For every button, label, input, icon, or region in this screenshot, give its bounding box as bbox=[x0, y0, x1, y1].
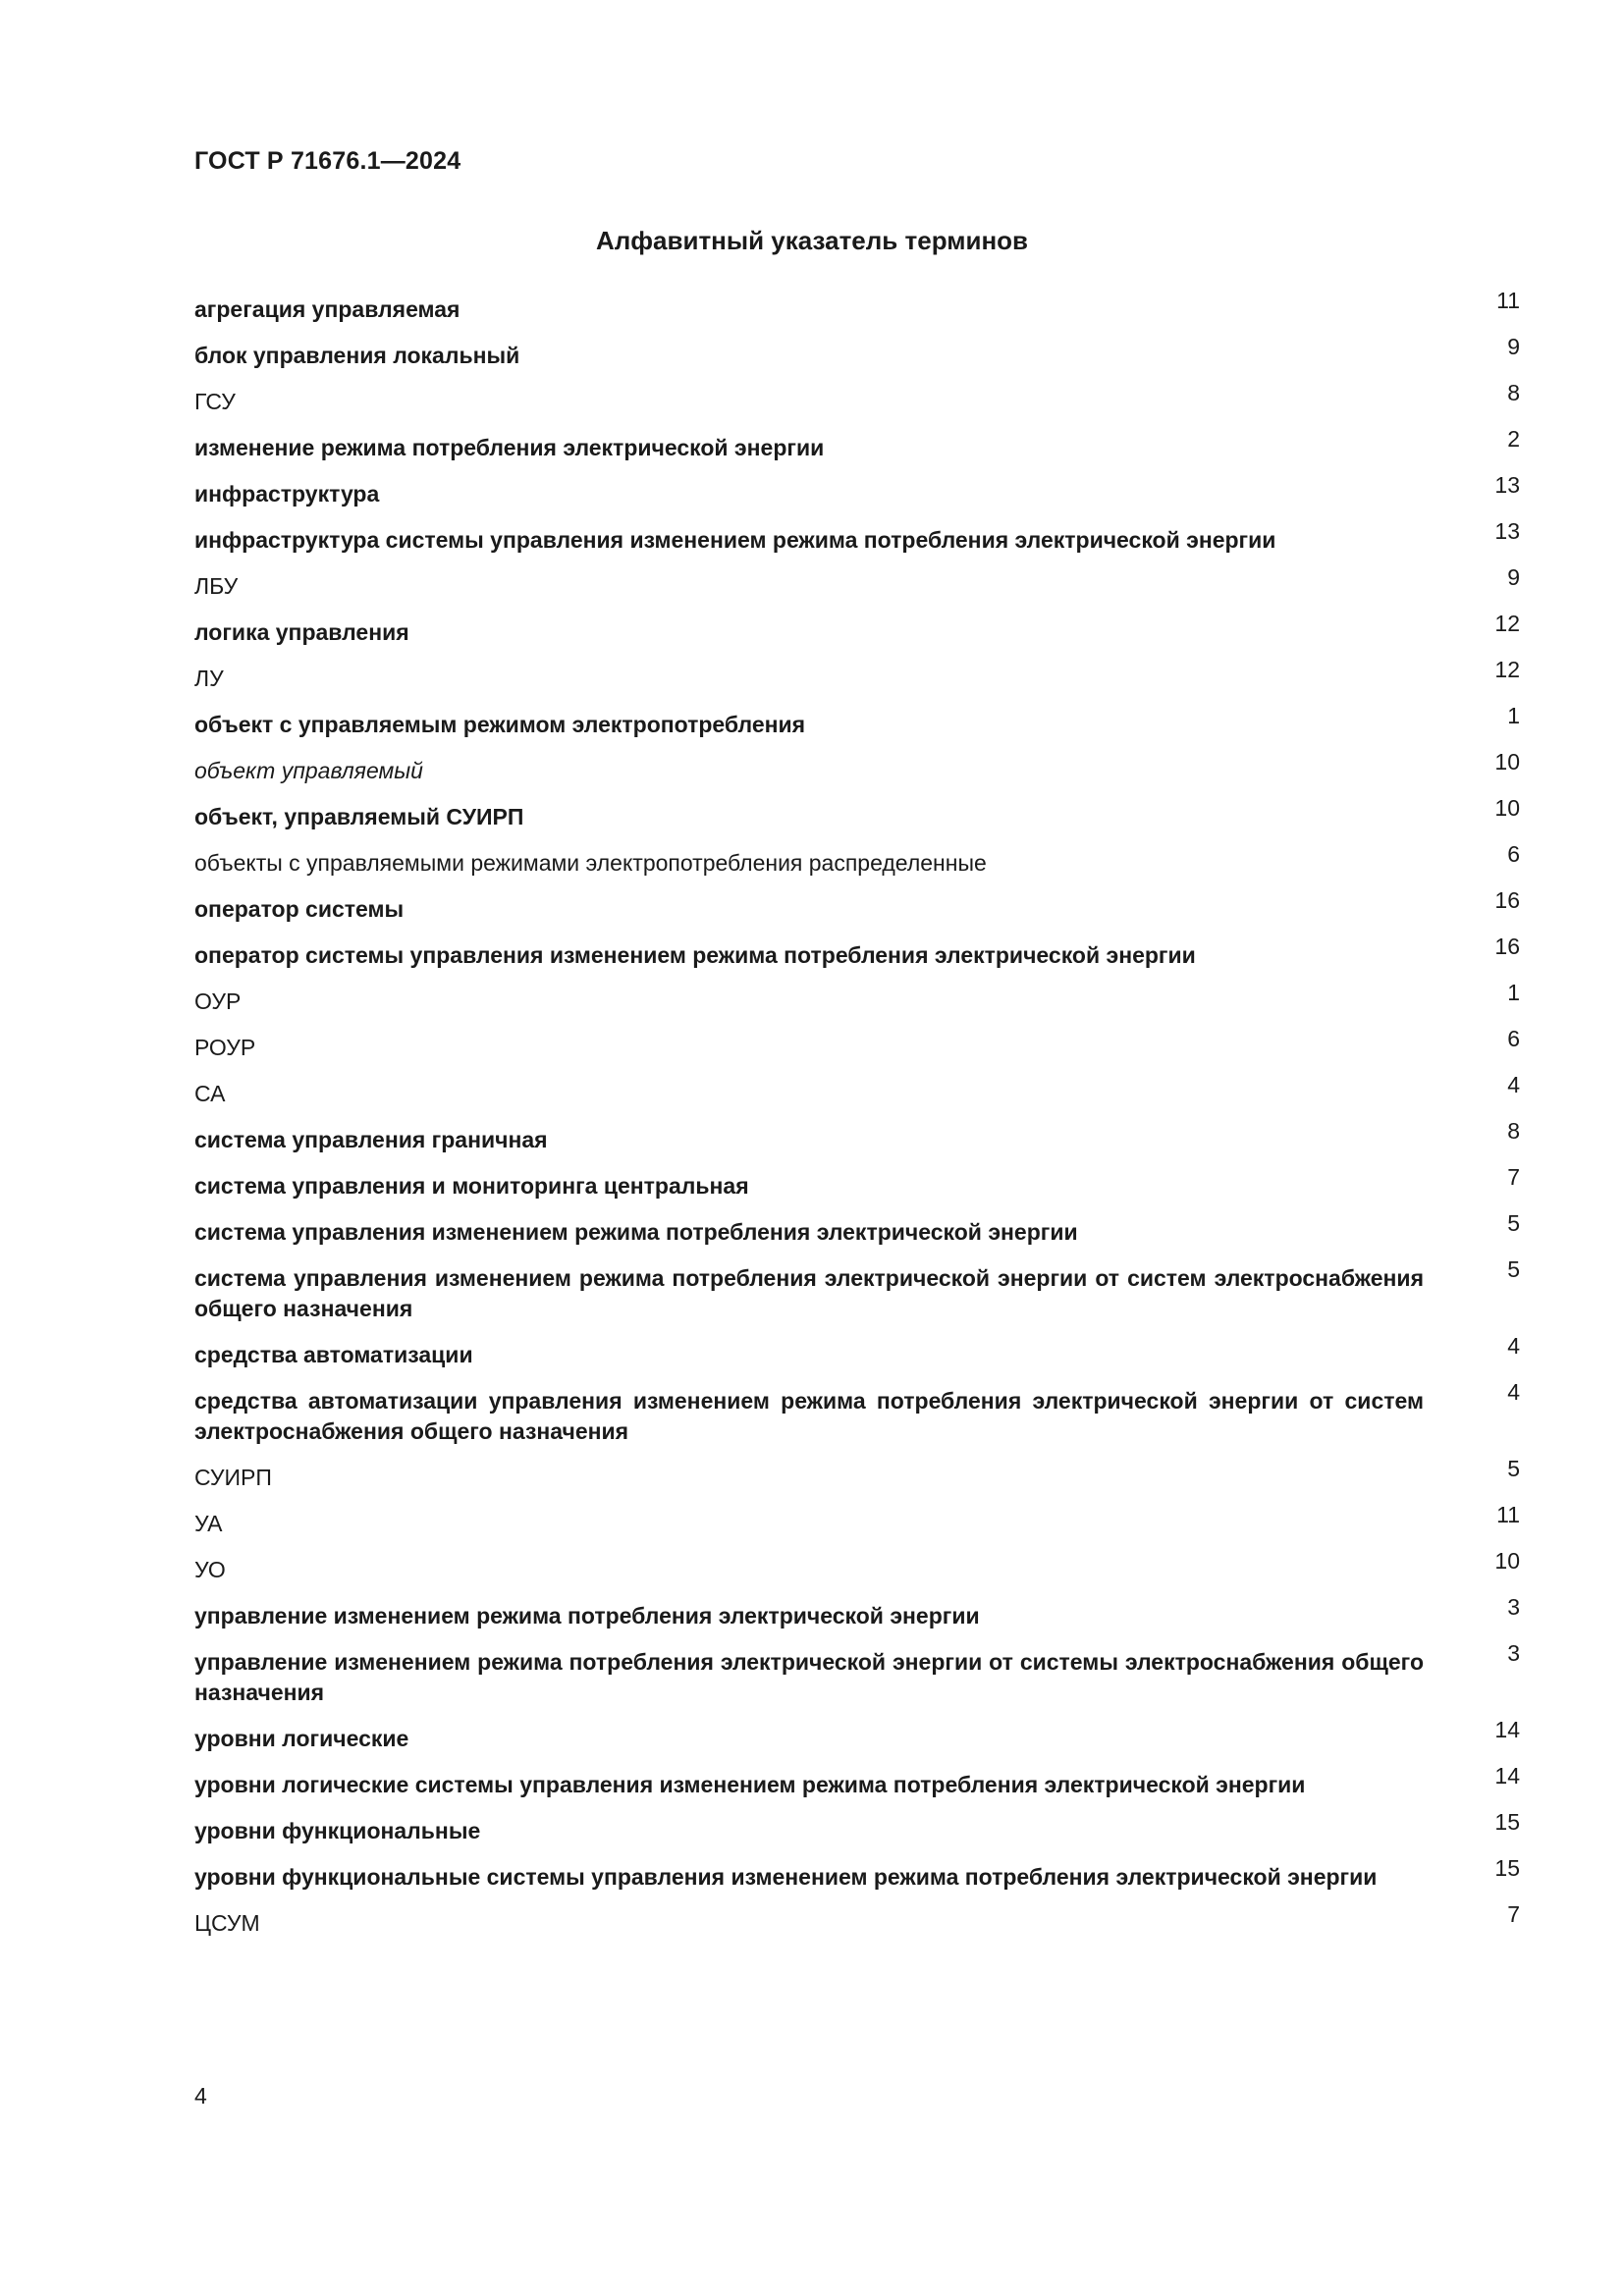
index-page-ref: 15 bbox=[1494, 1809, 1520, 1835]
index-page-ref: 1 bbox=[1507, 703, 1520, 728]
index-term: ЦСУМ bbox=[194, 1910, 260, 1936]
index-term: СА bbox=[194, 1081, 226, 1106]
page-number: 4 bbox=[194, 2083, 207, 2109]
index-page-ref: 16 bbox=[1494, 887, 1520, 913]
index-page-ref: 3 bbox=[1507, 1594, 1520, 1620]
index-entry bbox=[194, 749, 1520, 786]
index-entry bbox=[194, 334, 1520, 371]
index-page-ref: 8 bbox=[1507, 1118, 1520, 1144]
index-entry bbox=[194, 980, 1520, 1017]
index-term: средства автоматизации bbox=[194, 1342, 473, 1367]
index-page-ref: 6 bbox=[1507, 1026, 1520, 1051]
index-page-ref: 7 bbox=[1507, 1901, 1520, 1927]
index-entry bbox=[194, 1809, 1520, 1846]
index-term: блок управления локальный bbox=[194, 343, 520, 368]
index-term: система управления изменением режима потребления электрической энергии bbox=[194, 1219, 1078, 1245]
index-entry bbox=[194, 1379, 1520, 1447]
index-page-ref: 5 bbox=[1507, 1210, 1520, 1236]
index-entry bbox=[194, 1164, 1520, 1201]
index-page-ref: 4 bbox=[1507, 1379, 1520, 1405]
index-term: управление изменением режима потребления электрической энергии от системы электроснабжения общего назначения bbox=[194, 1649, 1424, 1705]
index-page-ref: 3 bbox=[1507, 1640, 1520, 1666]
index-entry bbox=[194, 1548, 1520, 1585]
index-entry bbox=[194, 426, 1520, 463]
index-term: УО bbox=[194, 1557, 226, 1582]
index-term: объект с управляемым режимом электропотребления bbox=[194, 712, 806, 737]
index-page-ref: 5 bbox=[1507, 1456, 1520, 1481]
index-page-ref: 10 bbox=[1494, 795, 1520, 821]
index-entry bbox=[194, 795, 1520, 832]
index-page-ref: 11 bbox=[1496, 1502, 1520, 1527]
index-page-ref: 14 bbox=[1494, 1763, 1520, 1789]
index-page-ref: 10 bbox=[1494, 1548, 1520, 1574]
index-term: оператор системы bbox=[194, 896, 405, 922]
index-entry bbox=[194, 1456, 1520, 1493]
index-term: СУИРП bbox=[194, 1465, 272, 1490]
index-title: Алфавитный указатель терминов bbox=[595, 226, 1029, 255]
term-index-list bbox=[194, 288, 1520, 1954]
index-term: объект, управляемый СУИРП bbox=[194, 804, 524, 829]
index-term: ГСУ bbox=[194, 389, 236, 414]
index-entry bbox=[194, 1717, 1520, 1754]
index-entry bbox=[194, 887, 1520, 925]
index-page-ref: 11 bbox=[1496, 288, 1520, 313]
index-page-ref: 4 bbox=[1507, 1072, 1520, 1097]
index-entry bbox=[194, 1256, 1520, 1324]
index-term: оператор системы управления изменением режима потребления электрической энергии bbox=[194, 942, 1196, 968]
index-page-ref: 12 bbox=[1494, 657, 1520, 682]
index-term: инфраструктура системы управления изменением режима потребления электрической энергии bbox=[194, 527, 1276, 553]
index-page-ref: 10 bbox=[1494, 749, 1520, 774]
index-page-ref: 15 bbox=[1494, 1855, 1520, 1881]
index-term: уровни логические bbox=[194, 1726, 409, 1751]
index-page-ref: 2 bbox=[1507, 426, 1520, 452]
index-term: логика управления bbox=[194, 619, 409, 645]
index-term: инфраструктура bbox=[194, 481, 380, 507]
index-entry bbox=[194, 1763, 1520, 1800]
index-page-ref: 4 bbox=[1507, 1333, 1520, 1359]
index-page-ref: 16 bbox=[1494, 934, 1520, 959]
index-term: объект управляемый bbox=[194, 758, 423, 783]
index-entry bbox=[194, 1118, 1520, 1155]
index-term: средства автоматизации управления изменением режима потребления электрической энергии от систем электроснабжения общего назначения bbox=[194, 1388, 1424, 1444]
index-page-ref: 9 bbox=[1507, 564, 1520, 590]
index-entry bbox=[194, 518, 1520, 556]
index-page-ref: 6 bbox=[1507, 841, 1520, 867]
index-term: уровни логические системы управления изменением режима потребления электрической энергии bbox=[194, 1772, 1306, 1797]
index-term: управление изменением режима потребления электрической энергии bbox=[194, 1603, 980, 1629]
index-page-ref: 1 bbox=[1507, 980, 1520, 1005]
index-term: изменение режима потребления электрической энергии bbox=[194, 435, 825, 460]
index-term: система управления граничная bbox=[194, 1127, 548, 1152]
document-code: ГОСТ Р 71676.1—2024 bbox=[194, 147, 461, 175]
index-term: РОУР bbox=[194, 1035, 256, 1060]
index-page-ref: 12 bbox=[1494, 611, 1520, 636]
index-page-ref: 5 bbox=[1507, 1256, 1520, 1282]
index-entry bbox=[194, 472, 1520, 509]
index-page-ref: 9 bbox=[1507, 334, 1520, 359]
index-entry bbox=[194, 703, 1520, 740]
index-term: ЛУ bbox=[194, 666, 224, 691]
index-entry bbox=[194, 1855, 1520, 1893]
index-entry bbox=[194, 611, 1520, 648]
index-entry bbox=[194, 1210, 1520, 1248]
index-page-ref: 7 bbox=[1507, 1164, 1520, 1190]
index-entry bbox=[194, 1333, 1520, 1370]
index-entry bbox=[194, 1594, 1520, 1631]
index-entry bbox=[194, 380, 1520, 417]
index-term: система управления и мониторинга центральная bbox=[194, 1173, 749, 1199]
index-entry bbox=[194, 1502, 1520, 1539]
index-term: уровни функциональные системы управления изменением режима потребления электрической энергии bbox=[194, 1864, 1378, 1890]
index-entry bbox=[194, 1072, 1520, 1109]
index-term: УА bbox=[194, 1511, 223, 1536]
index-entry bbox=[194, 657, 1520, 694]
index-page-ref: 13 bbox=[1494, 518, 1520, 544]
index-entry bbox=[194, 934, 1520, 971]
index-entry bbox=[194, 1026, 1520, 1063]
index-entry bbox=[194, 1901, 1520, 1939]
index-term: объекты с управляемыми режимами электропотребления распределенные bbox=[194, 850, 987, 876]
index-term: уровни функциональные bbox=[194, 1818, 481, 1843]
index-page-ref: 13 bbox=[1494, 472, 1520, 498]
index-entry bbox=[194, 564, 1520, 602]
index-page-ref: 8 bbox=[1507, 380, 1520, 405]
index-term: агрегация управляемая bbox=[194, 296, 460, 322]
index-term: ЛБУ bbox=[194, 573, 239, 599]
index-entry bbox=[194, 1640, 1520, 1708]
index-term: ОУР bbox=[194, 988, 242, 1014]
index-page-ref: 14 bbox=[1494, 1717, 1520, 1742]
index-entry bbox=[194, 288, 1520, 325]
index-entry bbox=[194, 841, 1520, 879]
index-term: система управления изменением режима потребления электрической энергии от систем электроснабжения общего назначения bbox=[194, 1265, 1424, 1321]
